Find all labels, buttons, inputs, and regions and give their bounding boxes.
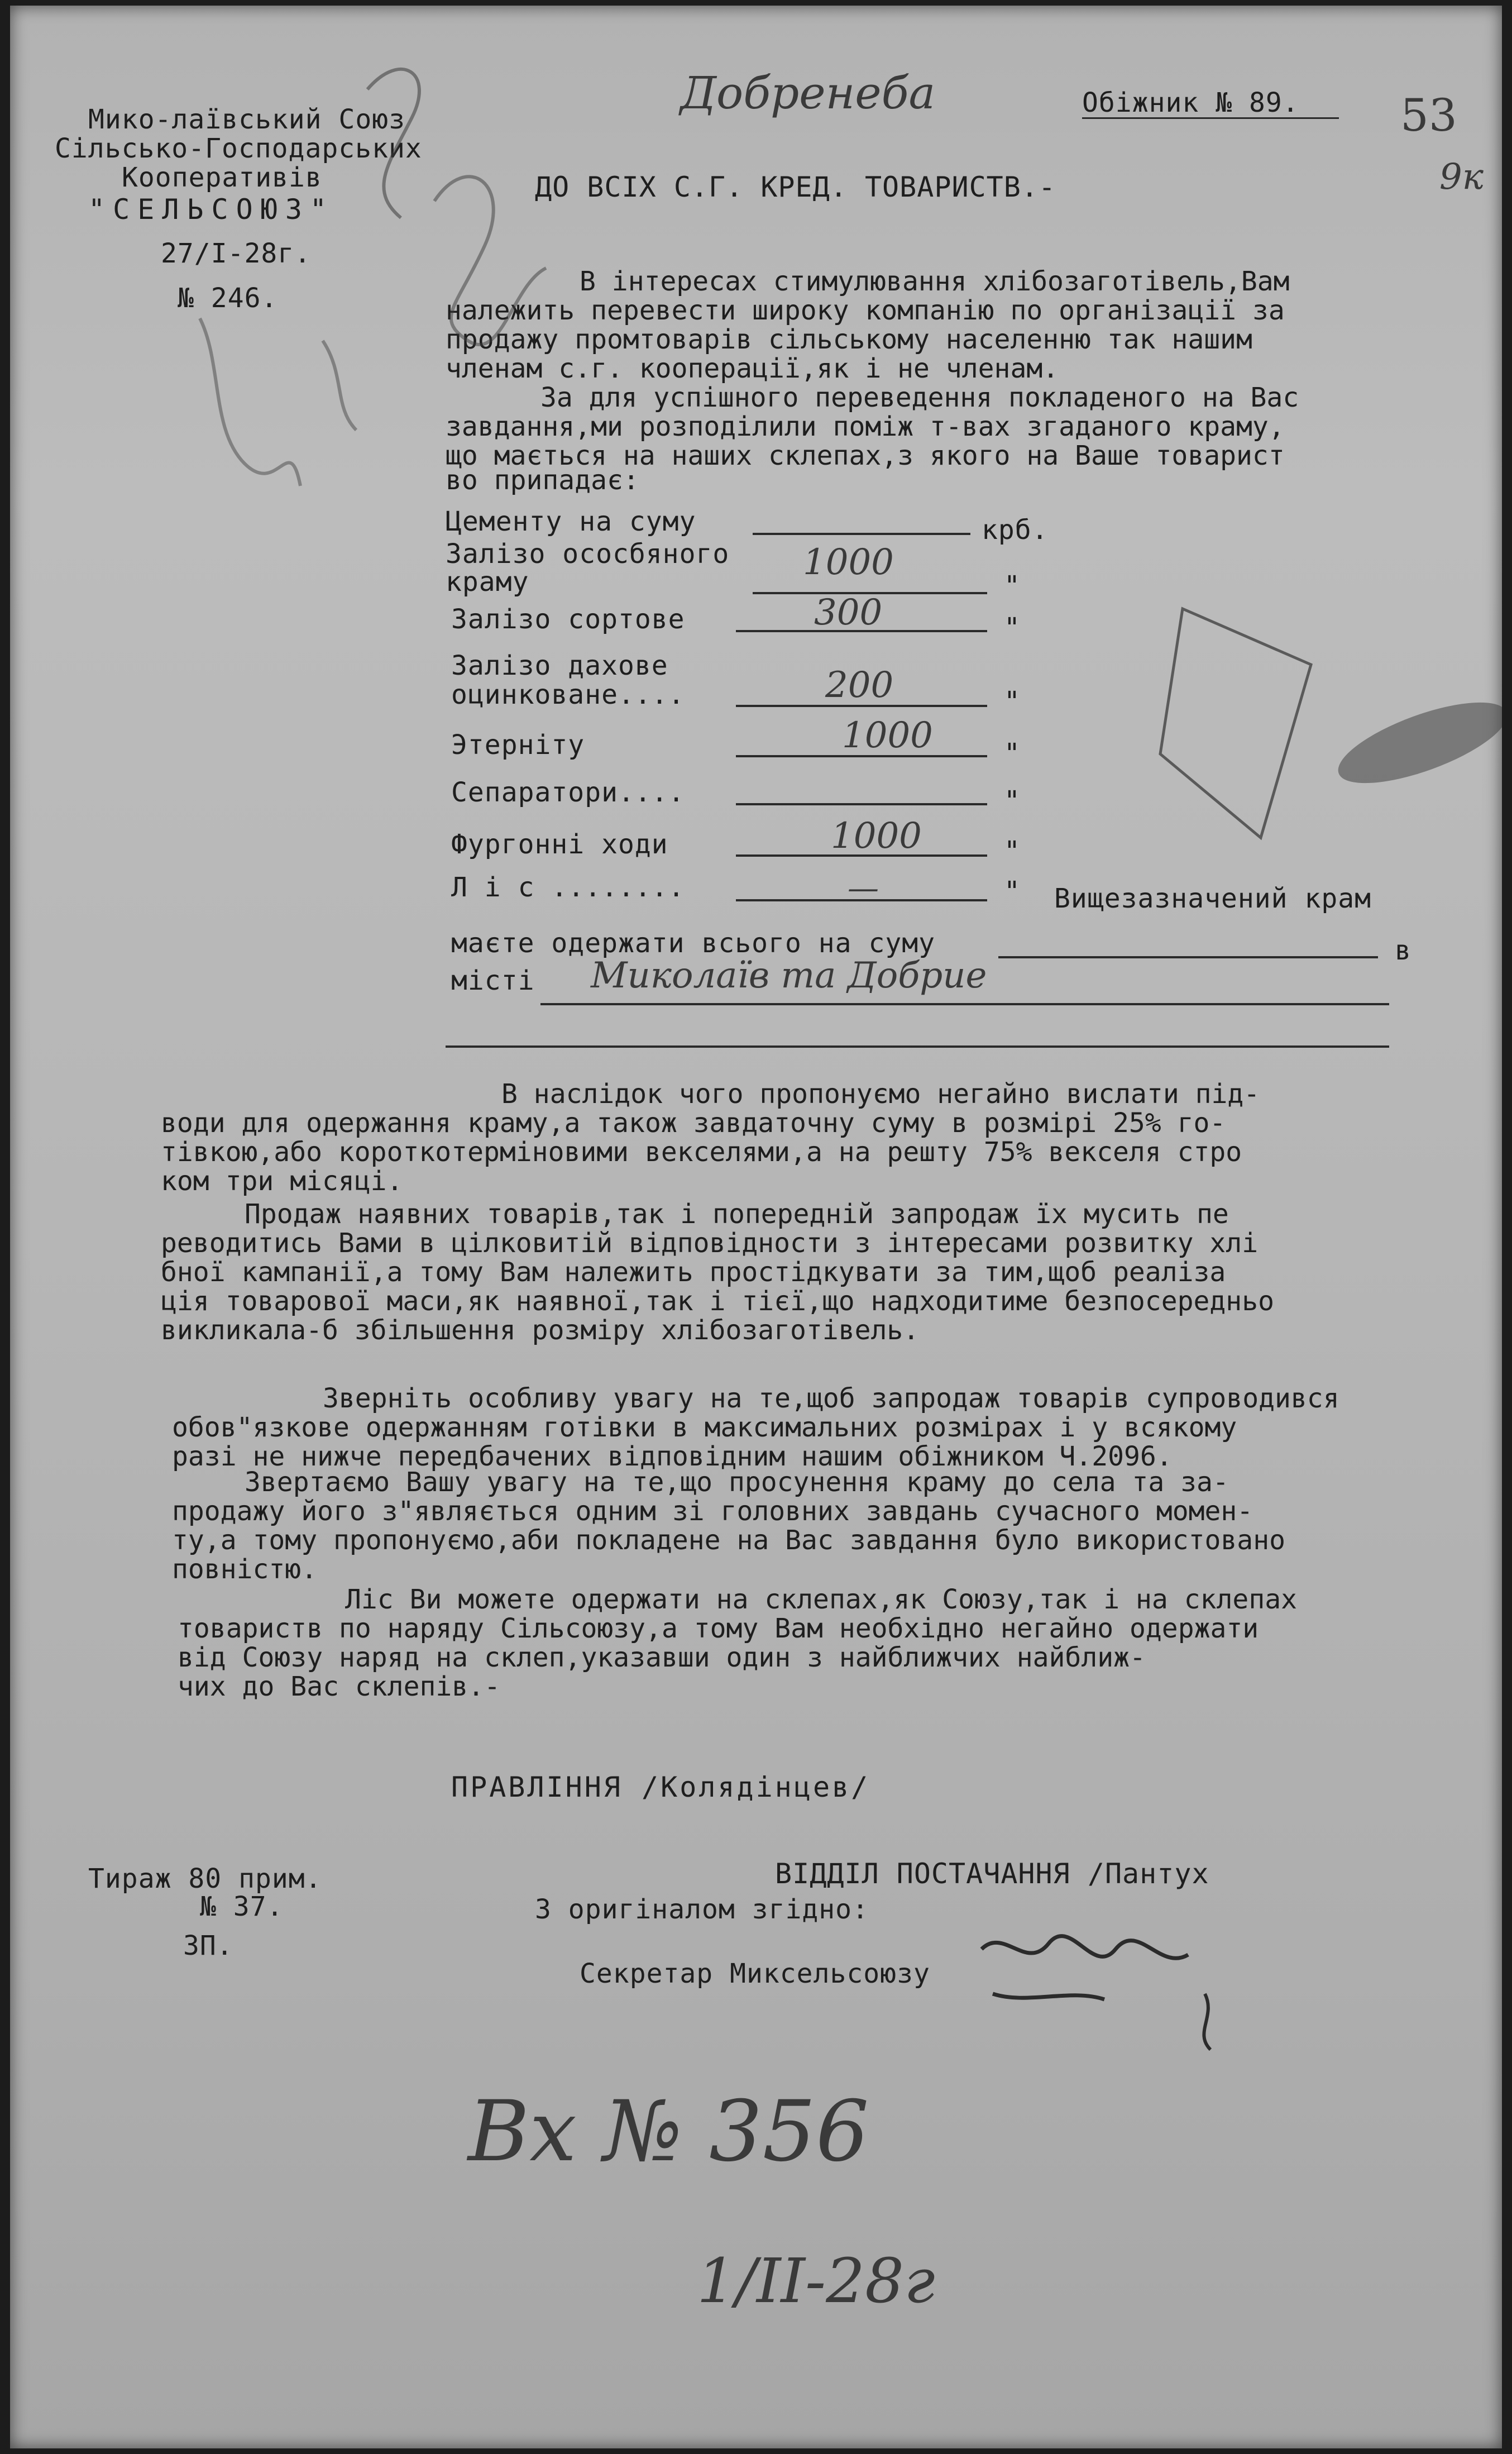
org-line-1: Мико-лаївський Союз [88,104,406,135]
receive-in: в [1395,935,1411,966]
body-p3-line: Зверніть особливу увагу на те,щоб запродаж товарів супроводився [323,1383,1339,1414]
body-p1-line: ком три місяці. [161,1166,403,1197]
intro-line: во припадає: [446,465,639,496]
goods-value-timber: — [848,870,879,906]
goods-label-separators: Сепаратори.... [451,777,685,808]
goods-after-text: Вищезазначений крам [1054,883,1372,914]
intro-line: що мається на наших склепах,з якого на Ваше товарист [446,440,1285,471]
page-mark: 53 [1400,89,1457,141]
print-number: № 37. [200,1891,284,1922]
goods-value-wagons: 1000 [831,815,922,857]
sketch-shape [1160,609,1311,838]
intro-line: В інтересах стимулювання хлібозаготівель,Вам [580,266,1290,297]
body-p2-line: ція товарової маси,як наявної,так і тієї,що надходитиме безпосередньо [161,1286,1274,1317]
org-line-4: "СЕЛЬСОЮЗ" [88,193,335,226]
ink-smudge [1329,686,1502,799]
intro-line: продажу промтоварів сільському населенню так нашим [446,324,1252,355]
body-p1-line: води для одержання краму,а також завдаточну суму в розмірі 25% го- [161,1107,1226,1139]
print-run: Тираж 80 прим. [88,1863,322,1894]
intro-line: завдання,ми розподілили поміж т-вах згаданого краму, [446,411,1285,442]
goods-unit-eternit: " [1004,738,1021,769]
corner-mark: 9к [1439,156,1484,198]
body-p4-line: ту,а тому пропонуємо,аби покладене на Вас завдання було використовано [172,1525,1285,1556]
goods-label-iron-roof: Залізо дахове [451,650,668,681]
city-label: місті [451,965,535,996]
goods-unit-cement: крб. [982,514,1049,546]
board-signature: ПРАВЛІННЯ /Колядінцев/ [451,1771,870,1803]
addressee-heading: ДО ВСІХ С.Г. КРЕД. ТОВАРИСТВ.- [535,171,1056,203]
scribble-mark [323,341,356,430]
city-value: Миколаїв та Добрие [591,955,987,996]
body-p2-line: Продаж наявних товарів,так і попередній запродаж їх мусить пе [245,1199,1229,1230]
goods-label-cement: Цементу на суму [446,506,696,537]
scribble-mark [367,69,419,218]
goods-unit-separators: " [1004,785,1021,817]
body-p4-line: повністю. [172,1554,318,1585]
handwritten-top: Добренеба [680,67,936,119]
secretary-label: Секретар Миксельсоюзу [580,1958,930,1989]
receive-line: маєте одержати всього на суму [451,928,936,959]
incoming-date: 1/II-28г [697,2245,935,2317]
body-p2-line: реводитись Вами в цілковитій відповідности з інтересами розвитку хлі [161,1228,1259,1259]
org-line-3: Кооперативів [122,162,322,193]
body-p2-line: бної кампанії,а тому Вам належить простідкувати за тим,щоб реаліза [161,1257,1226,1288]
secretary-signature [982,1936,1188,1999]
goods-label-wagons: Фургонні ходи [451,829,668,860]
goods-unit-wagons: " [1004,835,1021,867]
goods-label2-iron-roof: оцинковане.... [451,679,685,710]
goods-label-eternit: Этерніту [451,729,585,761]
goods-label2-iron-special: краму [446,566,529,598]
goods-value-iron-sort: 300 [814,592,883,633]
body-p4-line: Звертаємо Вашу увагу на те,що просунення краму до села та за- [245,1467,1229,1498]
goods-value-eternit: 1000 [842,715,933,756]
body-p1-line: тівкою,або короткотерміновими векселями,а на решту 75% векселя стро [161,1137,1242,1168]
document-sheet [10,6,1502,2448]
body-p4-line: продажу його з"являється одним зі головних завдань сучасного момен- [172,1496,1253,1527]
goods-unit-iron-sort: " [1004,612,1021,643]
goods-value-iron-roof: 200 [825,665,894,706]
goods-unit-iron-special: " [1004,570,1021,601]
print-code: ЗП. [183,1930,233,1961]
goods-label-iron-sort: Залізо сортове [451,604,685,635]
scribble-mark [200,318,300,486]
doc-ref-number: № 246. [178,283,278,314]
body-p5-line: товариств по наряду Сільсоюзу,а тому Вам необхідно негайно одержати [178,1613,1259,1644]
supply-dept-signature: ВІДДІЛ ПОСТАЧАННЯ /Пантух [775,1858,1209,1890]
body-p3-line: обов"язкове одержанням готівки в максимальних розмірах і у всякому [172,1412,1237,1443]
circular-number: Обіжник № 89. [1082,87,1299,118]
true-copy-note: З оригіналом згідно: [535,1894,869,1925]
body-p3-line: разі не нижче передбачених відповідним нашим обіжником Ч.2096. [172,1441,1173,1472]
handwriting-overlay [10,6,1502,2448]
intro-line: За для успішного переведення покладеного на Вас [540,382,1299,413]
body-p5-line: Ліс Ви можете одержати на склепах,як Союзу,так і на склепах [345,1584,1298,1615]
body-p2-line: викликала-б збільшення розміру хлібозаготівель. [161,1315,920,1346]
body-p1-line: В наслідок чого пропонуємо негайно вислати під- [501,1078,1260,1110]
goods-unit-iron-roof: " [1004,686,1021,717]
body-p5-line: чих до Вас склепів.- [178,1671,500,1702]
secretary-signature [1204,1994,1210,2050]
goods-unit-timber: " [1004,876,1021,907]
intro-line: членам с.г. кооперації,як і не членам. [446,353,1059,384]
org-line-2: Сільсько-Господарських [55,133,422,164]
scribble-mark [434,176,546,345]
goods-label-iron-special: Залізо ососбяного [446,538,730,570]
incoming-number: Вх № 356 [468,2083,869,2180]
doc-date: 27/I-28г. [161,238,312,269]
goods-label-timber: Л і с ........ [451,872,685,903]
body-p5-line: від Союзу наряд на склеп,указавши один з найближчих найближ- [178,1642,1146,1673]
intro-line: належить перевести широку компанію по організації за [446,295,1285,326]
goods-value-iron-special: 1000 [803,542,894,583]
